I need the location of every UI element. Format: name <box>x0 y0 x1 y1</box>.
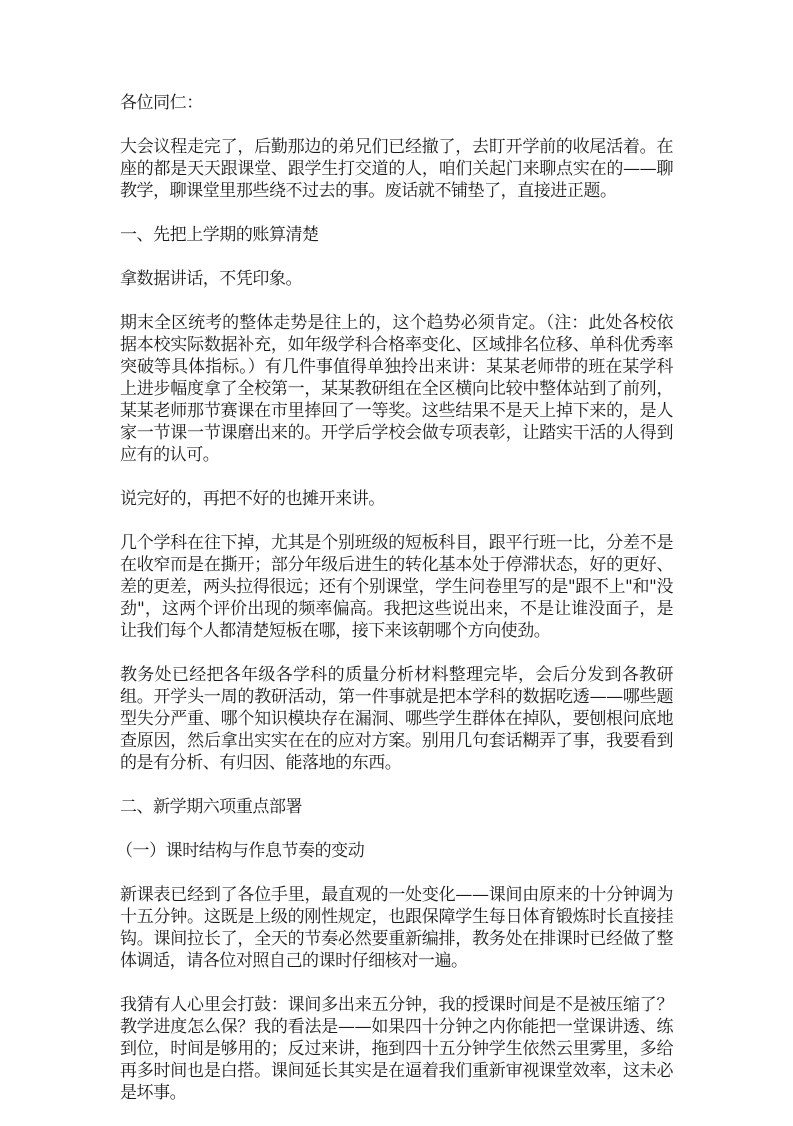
salutation: 各位同仁： <box>120 93 203 113</box>
section-2-1-heading: （一）课时结构与作息节奏的变动 <box>116 841 365 861</box>
section-2-1-paragraph: 新课表已经到了各位手里，最直观的一处变化——课间由原来的十分钟调为十五分钟。这既是上级的刚性规定，也跟保障学生每日体育锻炼时长直接挂钩。课间拉长了，全天的节奏必然要重新编排，教务处在排课时已经做了整体调适，请各位对照自己的课时仔细核对一遍。 <box>120 885 673 971</box>
section-2-heading: 二、新学期六项重点部署 <box>120 797 303 817</box>
section-2-1-paragraph: 我猜有人心里会打鼓：课间多出来五分钟，我的授课时间是不是被压缩了？教学进度怎么保？我的看法是——如果四十分钟之内你能把一堂课讲透、练到位，时间是够用的；反过来讲，拖到四十五分钟学生依然云里雾里，多给再多时间也是白搭。课间延长其实是在逼着我们重新审视课堂效率，这未必是坏事。 <box>120 995 673 1103</box>
section-1-paragraph: 说完好的，再把不好的也摊开来讲。 <box>120 489 385 509</box>
document-page <box>116 92 673 1126</box>
section-1-paragraph: 教务处已经把各年级各学科的质量分析材料整理完毕，会后分发到各教研组。开学头一周的教研活动，第一件事就是把本学科的数据吃透——哪些题型失分严重、哪个知识模块存在漏洞、哪些学生群体在掉队，要刨根问底地查原因，然后拿出实实在在的应对方案。别用几句套话糊弄了事，我要看到的是有分析、有归因、能落地的东西。 <box>120 665 673 773</box>
section-1-heading: 一、先把上学期的账算清楚 <box>120 225 319 245</box>
section-1-paragraph: 拿数据讲话，不凭印象。 <box>120 269 303 289</box>
section-1-paragraph: 期末全区统考的整体走势是往上的，这个趋势必须肯定。（注：此处各校依据本校实际数据补充，如年级学科合格率变化、区域排名位移、单科优秀率突破等具体指标。）有几件事值得单独拎出来讲：某某老师带的班在某学科上进步幅度拿了全校第一，某某教研组在全区横向比较中整体站到了前列，某某老师那节赛课在市里捧回了一等奖。这些结果不是天上掉下来的，是人家一节课一节课磨出来的。开学后学校会做专项表彰，让踏实干活的人得到应有的认可。 <box>120 313 673 465</box>
section-1-paragraph: 几个学科在往下掉，尤其是个别班级的短板科目，跟平行班一比，分差不是在收窄而是在撕开；部分年级后进生的转化基本处于停滞状态，好的更好、差的更差，两头拉得很远；还有个别课堂，学生问卷里写的是"跟不上"和"没劲"，这两个评价出现的频率偏高。我把这些说出来，不是让谁没面子，是让我们每个人都清楚短板在哪，接下来该朝哪个方向使劲。 <box>120 533 673 641</box>
intro-paragraph: 大会议程走完了，后勤那边的弟兄们已经撤了，去盯开学前的收尾活着。在座的都是天天跟课堂、跟学生打交道的人，咱们关起门来聊点实在的——聊教学，聊课堂里那些绕不过去的事。废话就不铺垫了，直接进正题。 <box>120 137 673 201</box>
